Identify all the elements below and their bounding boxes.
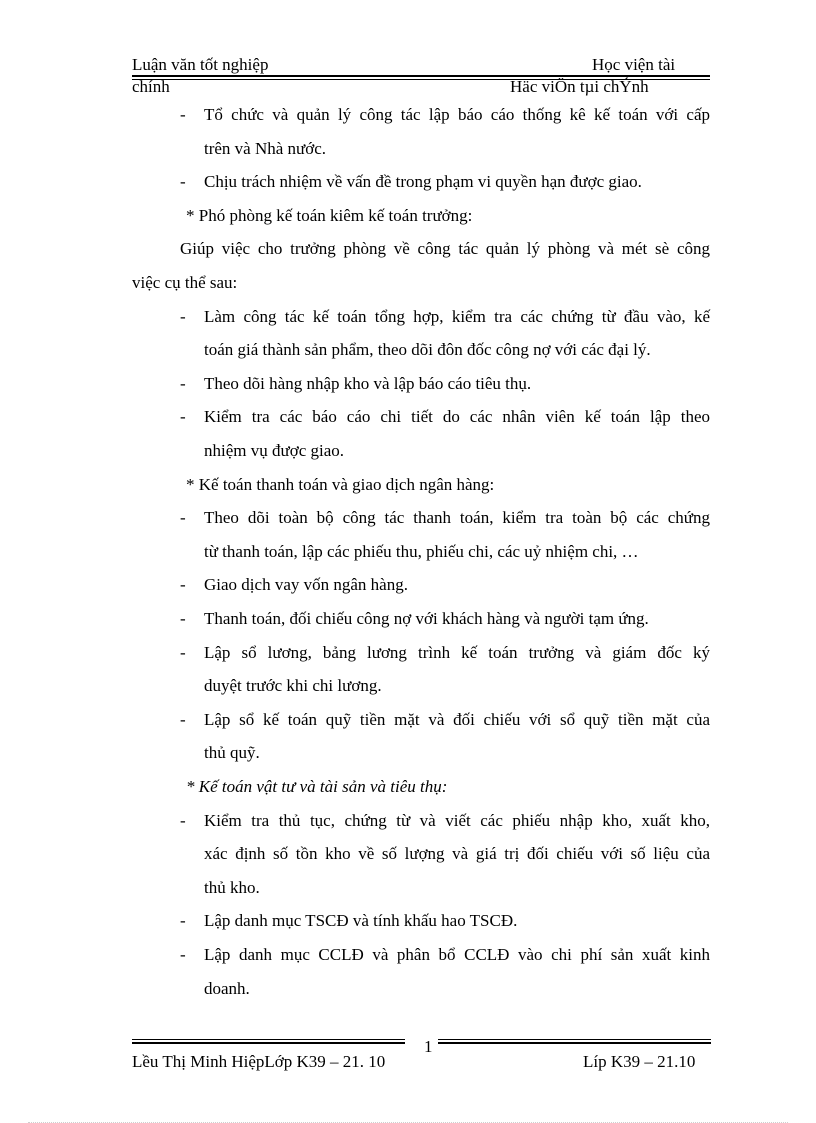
footer-right: Líp K39 – 21.10 xyxy=(583,1052,696,1071)
page-number: 1 xyxy=(424,1037,433,1056)
header-left-top: Luận văn tốt nghiệp xyxy=(132,55,269,74)
footer-rule-right-2 xyxy=(438,1042,711,1044)
bullet-dash: - xyxy=(180,709,186,729)
header-left-bottom: chính xyxy=(132,77,170,96)
header-right-bottom: Häc viÖn tµi chÝnh xyxy=(510,77,649,96)
section-heading: * Kế toán vật tư và tài sản và tiêu thụ: xyxy=(186,777,448,796)
bullet-text-line: Chịu trách nhiệm về vấn đề trong phạm vi quyền hạn được giao. xyxy=(204,172,642,192)
bullet-dash: - xyxy=(180,575,186,595)
section-heading: * Phó phòng kế toán kiêm kế toán trưởng: xyxy=(186,205,473,225)
bullet-text-line: thủ kho. xyxy=(204,877,260,897)
bullet-text-line: Kiểm tra các báo cáo chi tiết do các nhân viên kế toán lập theo xyxy=(204,407,710,427)
bullet-text-line: Tổ chức và quản lý công tác lập báo cáo thống kê kế toán với cấp xyxy=(204,105,710,124)
bullet-text-line: từ thanh toán, lập các phiếu thu, phiếu chi, các uỷ nhiệm chi, … xyxy=(204,541,639,561)
bullet-text-line: Lập danh mục CCLĐ và phân bổ CCLĐ vào chi phí sản xuất kinh xyxy=(204,945,710,964)
bullet-text-line: xác định số tồn kho về số lượng và giá trị đối chiếu với số liệu của xyxy=(204,844,710,864)
footer-left: Lều Thị Minh HiệpLớp K39 – 21. 10 xyxy=(132,1052,386,1071)
bullet-dash: - xyxy=(180,508,186,528)
bullet-dash: - xyxy=(180,172,186,192)
footer-rule-right-1 xyxy=(438,1039,711,1040)
bullet-text-line: Lập sổ kế toán quỹ tiền mặt và đối chiếu với sổ quỹ tiền mặt của xyxy=(204,709,710,729)
bullet-dash: - xyxy=(180,306,186,326)
bullet-text-line: thủ quỹ. xyxy=(204,743,260,763)
bullet-text-line: Làm công tác kế toán tổng hợp, kiểm tra các chứng từ đầu vào, kế xyxy=(204,306,710,326)
bullet-text-line: trên và Nhà nước. xyxy=(204,138,327,158)
bullet-text-line: duyệt trước khi chi lương. xyxy=(204,676,382,696)
bullet-dash: - xyxy=(180,810,186,830)
bullet-dash: - xyxy=(180,911,186,931)
bullet-text-line: Theo dõi hàng nhập kho và lập báo cáo tiêu thụ. xyxy=(204,373,532,393)
footer-rule-left-1 xyxy=(132,1039,405,1040)
paragraph-line: Giúp việc cho trưởng phòng về công tác quản lý phòng và mét sè công xyxy=(180,239,710,259)
bullet-text-line: Kiểm tra thủ tục, chứng từ và viết các phiếu nhập kho, xuất kho, xyxy=(204,810,710,830)
bullet-dash: - xyxy=(180,373,186,393)
bullet-text-line: Thanh toán, đối chiếu công nợ với khách hàng và người tạm ứng. xyxy=(204,609,649,628)
bullet-dash: - xyxy=(180,105,186,124)
bullet-dash: - xyxy=(180,407,186,427)
bullet-text-line: Lập danh mục TSCĐ và tính khấu hao TSCĐ. xyxy=(204,911,518,931)
section-heading: * Kế toán thanh toán và giao dịch ngân hàng: xyxy=(186,474,495,494)
paragraph-line: việc cụ thể sau: xyxy=(132,273,238,292)
bullet-dash: - xyxy=(180,945,186,964)
bullet-text-line: doanh. xyxy=(204,978,250,998)
footer-rule-left-2 xyxy=(132,1042,405,1044)
bullet-dash: - xyxy=(180,642,186,662)
header-right-top: Học viện tài xyxy=(592,55,676,74)
bullet-text-line: Theo dõi toàn bộ công tác thanh toán, kiểm tra toàn bộ các chứng xyxy=(204,508,710,528)
bullet-text-line: toán giá thành sản phẩm, theo dõi đôn đốc công nợ với các đại lý. xyxy=(204,340,651,360)
bullet-text-line: Giao dịch vay vốn ngân hàng. xyxy=(204,575,408,595)
bullet-text-line: nhiệm vụ được giao. xyxy=(204,441,345,460)
bullet-text-line: Lập sổ lương, bảng lương trình kế toán trưởng và giám đốc ký xyxy=(204,642,710,662)
bullet-dash: - xyxy=(180,609,186,628)
